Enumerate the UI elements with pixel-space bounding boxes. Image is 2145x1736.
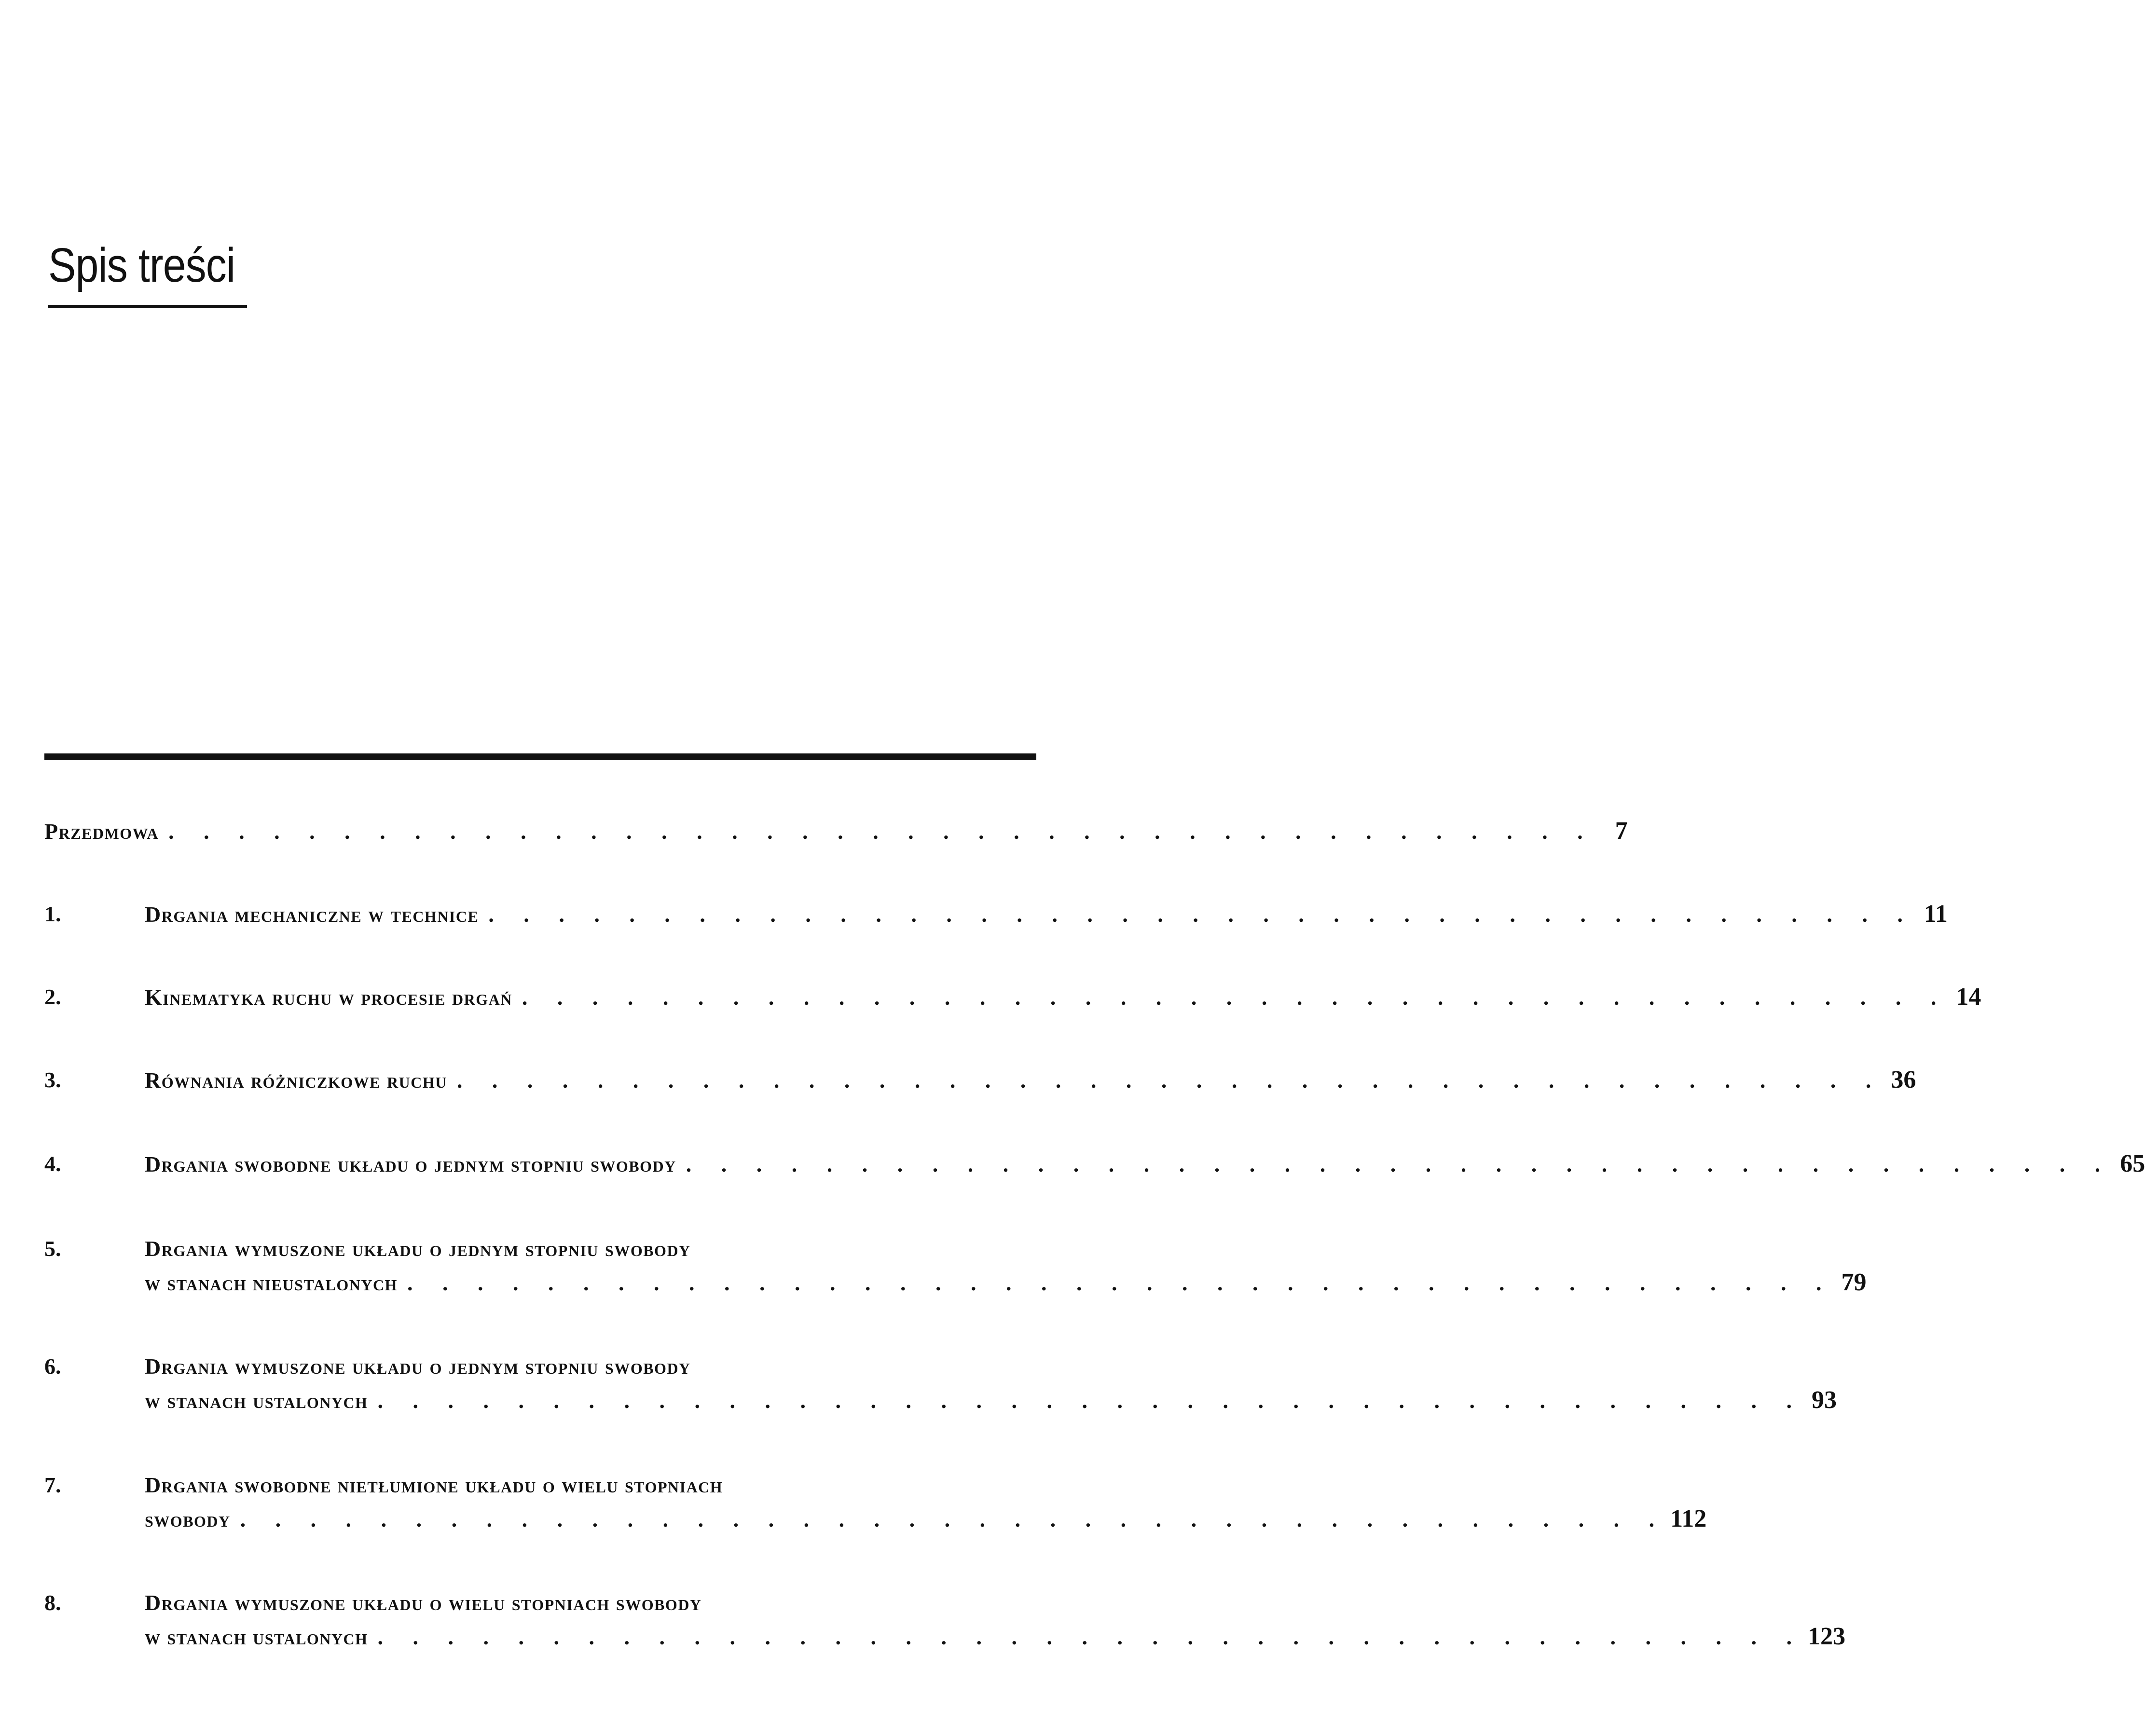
toc-page-number: 14 — [1956, 983, 1981, 1011]
toc-chapter-number: 6. — [44, 1354, 61, 1379]
toc-page-number: 11 — [1924, 900, 1948, 928]
dot-leader: . . . . . . . . . . . . . . . . . . . . . . . . . . . . . . . . . . . . . . . . . — [377, 1388, 1804, 1413]
toc-entry-title: Drgania wymuszone układu o wielu stopniach swobody — [145, 1590, 702, 1615]
dot-leader: . . . . . . . . . . . . . . . . . . . . . . . . . . . . . . . . . . . . . . . . . — [168, 819, 1595, 844]
toc-chapter-number: 4. — [44, 1151, 61, 1176]
toc-chapter-number: 5. — [44, 1236, 61, 1261]
toc-entry-line — [145, 1064, 1916, 1096]
toc-entry-line — [145, 1267, 1867, 1299]
toc-entry-line — [145, 1148, 2145, 1180]
toc-entry-title: Drgania swobodne nietłumione układu o wielu stopniach — [145, 1473, 723, 1497]
toc-entry-title-continued: w stanach ustalonych — [145, 1388, 368, 1413]
toc-entry-line — [145, 1384, 1837, 1416]
toc-page-number: 123 — [1808, 1623, 1846, 1650]
page-title: Spis treści — [48, 238, 235, 292]
toc-page-number: 65 — [2120, 1150, 2145, 1177]
dot-leader: . . . . . . . . . . . . . . . . . . . . . . . . . . . . . . . . . . . . . . . . . — [522, 985, 1949, 1010]
toc-entry-title-continued: w stanach ustalonych — [145, 1625, 368, 1649]
dot-leader: . . . . . . . . . . . . . . . . . . . . . . . . . . . . . . . . . . . . . . . . . — [488, 902, 1915, 927]
toc-entry-line — [145, 1621, 1846, 1653]
toc-entry-title: Drgania mechaniczne w technice — [145, 902, 479, 927]
dot-leader: . . . . . . . . . . . . . . . . . . . . . . . . . . . . . . . . . . . . . . . . . — [686, 1152, 2113, 1176]
toc-entry-title-continued: swobody — [145, 1507, 231, 1531]
toc-page-number: 93 — [1812, 1386, 1837, 1414]
toc-chapter-number: 3. — [44, 1067, 61, 1092]
toc-entry-line — [145, 1503, 1707, 1535]
toc-page-number: 112 — [1670, 1505, 1707, 1532]
toc-entry-title-continued: w stanach nieustalonych — [145, 1271, 398, 1295]
toc-entry-title: Drgania wymuszone układu o jednym stopniu swobody — [145, 1354, 691, 1379]
toc-chapter-number: 2. — [44, 984, 61, 1009]
toc-chapter-number: 7. — [44, 1473, 61, 1497]
dot-leader: . . . . . . . . . . . . . . . . . . . . . . . . . . . . . . . . . . . . . . . . . — [407, 1271, 1834, 1295]
dot-leader: . . . . . . . . . . . . . . . . . . . . . . . . . . . . . . . . . . . . . . . . . — [240, 1507, 1667, 1531]
toc-entry-line — [145, 1587, 1033, 1619]
toc-entry-title: Drgania wymuszone układu o jednym stopniu swobody — [145, 1236, 691, 1261]
toc-page-number: 7 — [1615, 817, 1628, 845]
toc-entry-title: Kinematyka ruchu w procesie drgań — [145, 985, 512, 1010]
toc-entry-line — [145, 1233, 1033, 1265]
toc-chapter-number: 1. — [44, 902, 61, 926]
toc-page-number: 79 — [1841, 1269, 1867, 1296]
toc-entry-line — [145, 1469, 1033, 1501]
toc-entry-line — [145, 981, 1981, 1013]
toc-page-number: 36 — [1891, 1066, 1916, 1094]
toc-entry-title: Przedmowa — [44, 819, 159, 844]
toc-chapter-number: 8. — [44, 1590, 61, 1615]
toc-entry-line — [145, 898, 1948, 930]
dot-leader: . . . . . . . . . . . . . . . . . . . . . . . . . . . . . . . . . . . . . . . . . — [456, 1068, 1884, 1093]
dot-leader: . . . . . . . . . . . . . . . . . . . . . . . . . . . . . . . . . . . . . . . . . — [377, 1625, 1804, 1649]
toc-entry-line — [44, 815, 1628, 847]
toc-entry-title: Drgania swobodne układu o jednym stopniu swobody — [145, 1152, 676, 1176]
toc-entry-line — [145, 1351, 1033, 1382]
toc-entry-title: Równania różniczkowe ruchu — [145, 1068, 447, 1093]
